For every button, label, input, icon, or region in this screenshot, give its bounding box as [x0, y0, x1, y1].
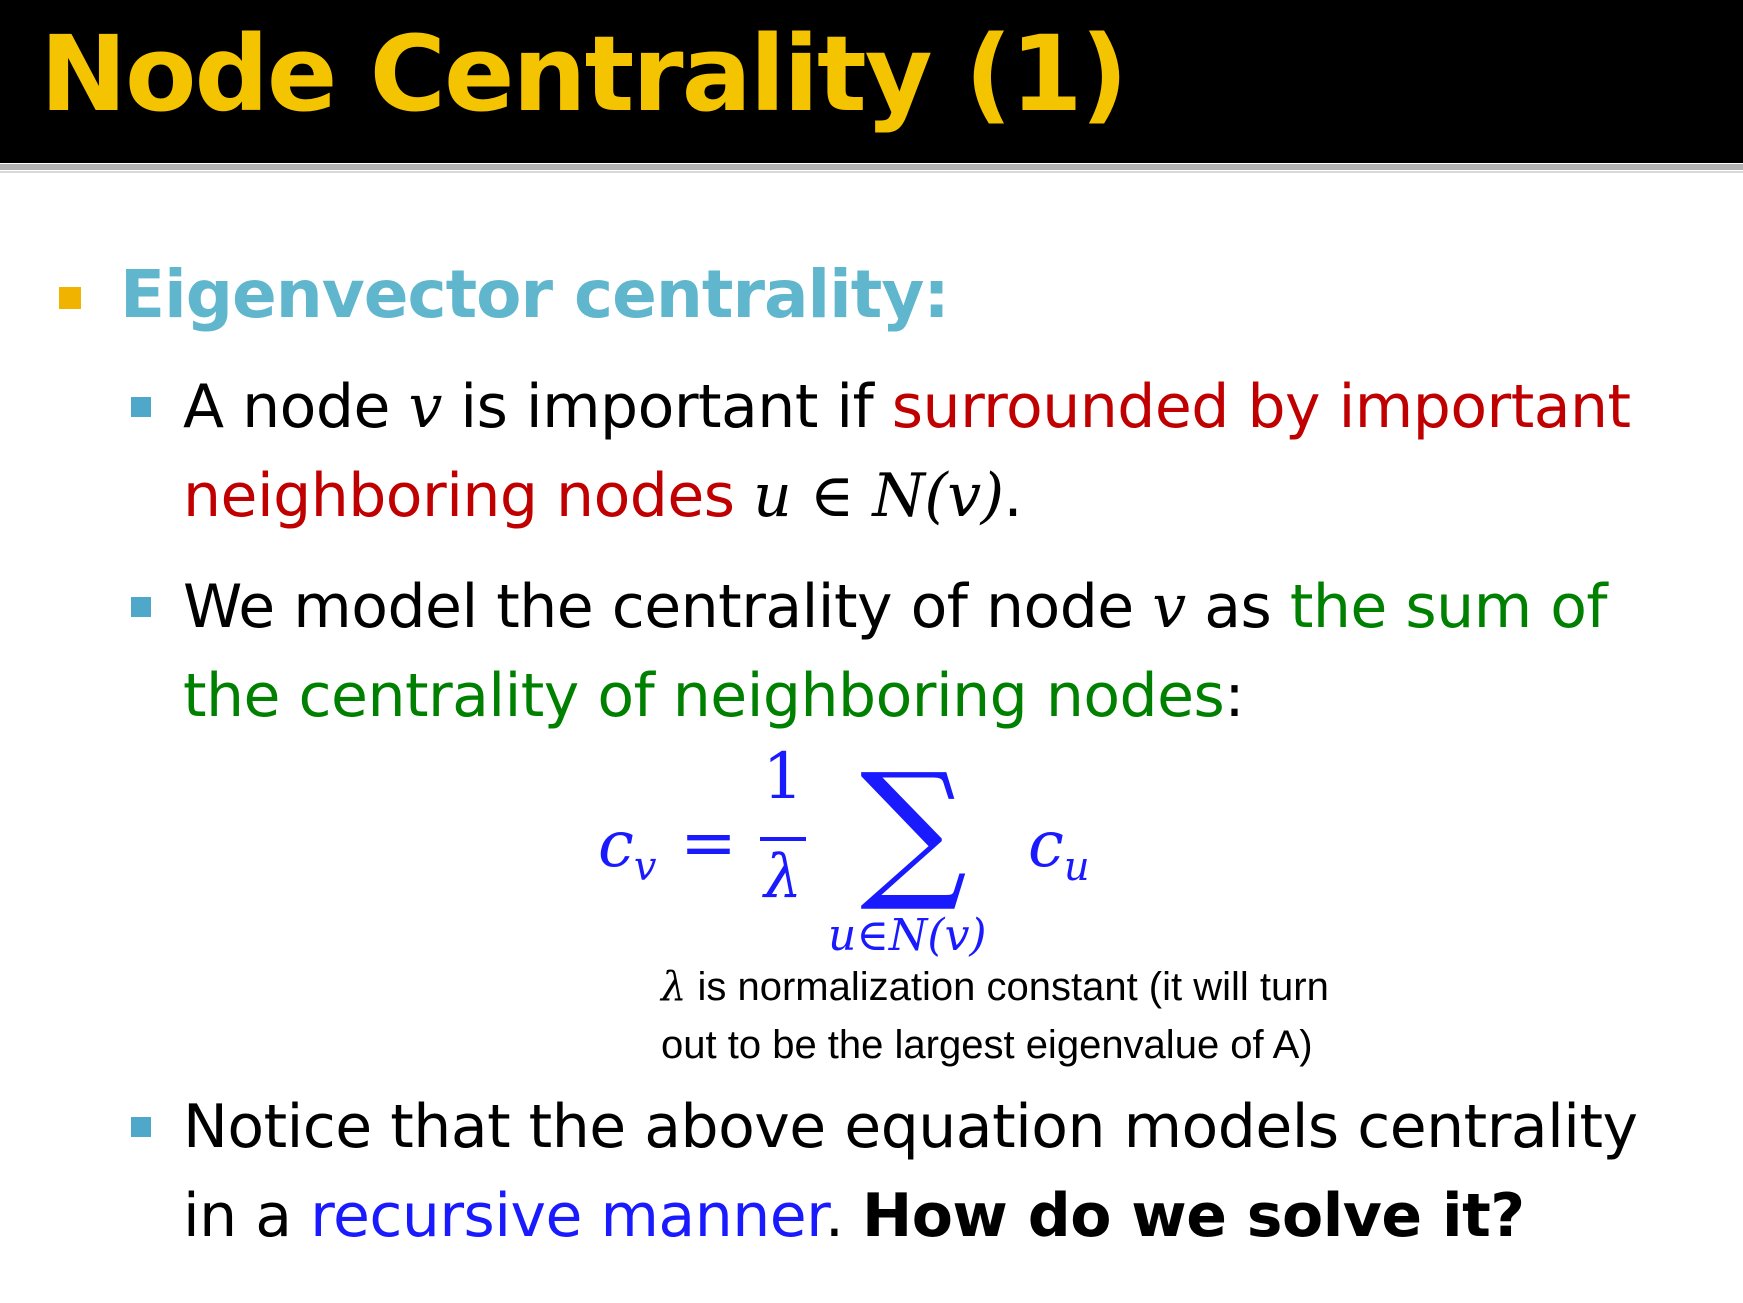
- bullet3-line1: Notice that the above equation models centrality: [183, 1092, 1638, 1162]
- lhs-symbol: c: [598, 808, 634, 882]
- bullet2-line1: [183, 563, 1607, 651]
- rhs-symbol: c: [1028, 808, 1064, 882]
- section-heading: Eigenvector centrality:: [120, 256, 949, 333]
- math-lambda: λ: [661, 964, 687, 1010]
- summation-icon: ∑: [860, 742, 968, 916]
- text-run: A node: [183, 372, 409, 442]
- text-run: .: [824, 1181, 862, 1251]
- emphasis-question: How do we solve it?: [861, 1181, 1525, 1251]
- text-run: is important if: [441, 372, 892, 442]
- math-neighborhood: u ∈ N(v): [753, 461, 1004, 531]
- highlight-blue: recursive manner: [310, 1181, 825, 1251]
- bullet3-line2: [183, 1172, 1525, 1260]
- level2-bullet-icon: [131, 1117, 151, 1137]
- lhs-subscript: v: [633, 844, 657, 890]
- text-run: as: [1185, 572, 1290, 642]
- formula-note: [661, 958, 1329, 1074]
- fraction-bar: [760, 837, 806, 841]
- rhs-subscript: u: [1063, 844, 1090, 890]
- eigenvector-formula: [590, 740, 1130, 961]
- text-run: is normalization constant (it will turn: [686, 965, 1329, 1009]
- level2-bullet-icon: [131, 397, 151, 417]
- level2-bullet-icon: [131, 597, 151, 617]
- summation-index: u∈N(v): [828, 910, 987, 961]
- fraction-numerator: 1: [762, 740, 804, 814]
- highlight-red: surrounded by important: [891, 372, 1631, 442]
- math-var-v: v: [1152, 572, 1186, 642]
- note-line2: out to be the largest eigenvalue of A): [661, 1023, 1313, 1067]
- text-run: :: [1224, 661, 1245, 731]
- equals-sign: =: [680, 804, 737, 883]
- bullet2-line2: [183, 652, 1244, 740]
- fraction-denominator: λ: [763, 842, 803, 912]
- math-var-v: v: [408, 372, 442, 442]
- note-line1: [661, 958, 1329, 1016]
- slide-title: Node Centrality (1): [40, 13, 1127, 135]
- bullet1-line1: [183, 363, 1631, 451]
- title-divider: [0, 164, 1743, 170]
- highlight-green: the centrality of neighboring nodes: [183, 661, 1225, 731]
- title-bar: [0, 0, 1743, 163]
- formula-rhs: [1028, 808, 1090, 890]
- text-run: in a: [183, 1181, 311, 1251]
- level1-bullet-icon: [59, 287, 81, 309]
- highlight-green: the sum of: [1289, 572, 1608, 642]
- bullet1-line2: [183, 452, 1022, 540]
- text-run: We model the centrality of node: [183, 572, 1153, 642]
- title-divider-thin: [0, 171, 1743, 173]
- text-run: .: [1003, 461, 1023, 531]
- highlight-red: neighboring nodes: [183, 461, 735, 531]
- text-run: [735, 461, 754, 531]
- formula-lhs: [598, 808, 656, 890]
